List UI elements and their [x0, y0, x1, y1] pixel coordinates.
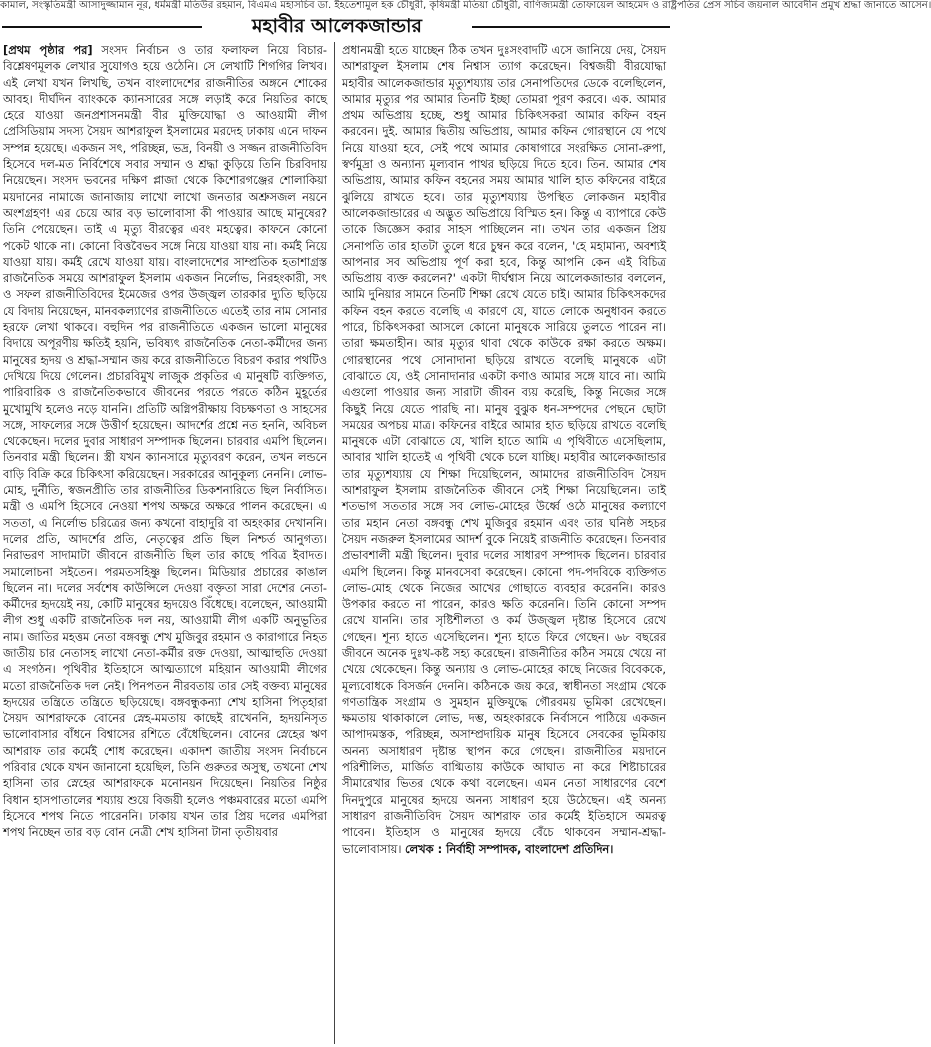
left-column-text: সংসদ নির্বাচন ও তার ফলাফল নিয়ে বিচার-বিশ্লেষণমূলক লেখার সুযোগও হয়ে ওঠেনি। সে লেখাটি শিগগির লিখব। এই লেখা যখন লিখছি, তখন বাংলাদেশের রাজনীতির অঙ্গনে শোকের আবহ। দীর্ঘদিন ব্যাংককে ক্যানসারের সঙ্গে লড়াই করে নিয়তির কাছে হেরে যাওয়া জনপ্রশাসনমন্ত্রী বীর মুক্তিযোদ্ধা ও আওয়ামী লীগ প্রেসিডিয়াম সদস্য সৈয়দ আশরাফুল ইসলামের মরদেহ ঢাকায় এনে দাফন সম্পন্ন হয়েছে। একজন সৎ, পরিচ্ছন্ন, ভদ্র, বিনয়ী ও সজ্জন রাজনীতিবিদ হিসেবে দল-মত নির্বিশেষে সবার সম্মান ও শ্রদ্ধা কুড়িয়ে তিনি চিরবিদায় নিয়েছেন। সংসদ ভবনের দক্ষিণ প্লাজা থেকে কিশোরগঞ্জের শোলাকিয়া ময়দানের নামাজে জানাজায় লাখো লাখো জনতার অশ্রুসজল নয়নে অংশগ্রহণ! এর চেয়ে আর বড় ভালোবাসা কী পাওয়ার আছে মানুষের? তিনি পেয়েছেন। তাই এ মৃত্যু বীরত্বের এবং মহত্বের। কাফনে কোনো পকেট থাকে না। কোনো বিত্তবৈভব সঙ্গে নিয়ে যাওয়া যায় না। কর্মই নিয়ে যাওয়া যায়। কর্মই রেখে যাওয়া যায়। বাংলাদেশের সাম্প্রতিক হতাশাগ্রস্ত রাজনৈতিক সময়ে আশরাফুল ইসলাম একজন নির্লোভ, নিরহংকারী, সৎ ও সফল রাজনীতিবিদের ইমেজের ওপর উজ্জ্বল তারকার দ্যুতি ছড়িয়ে যে বিদায় নিয়েছেন, মানবকল্যাণের রাজনীতিতে এতেই তার নাম সোনার হরফে লেখা থাকবে। বহুদিন পর রাজনীতিতে একজন ভালো মানুষের বিদায়ে অপূরণীয় ক্ষতিই হয়নি, ভবিষ্যৎ রাজনৈতিক নেতা-কর্মীদের জন্য মানুষের হৃদয় ও শ্রদ্ধা-সম্মান জয় করে রাজনীতিতে বিচরণ করার পথটিও দেখিয়ে দিয়ে গেলেন। প্রচারবিমুখ লাজুক প্রকৃতির এ মানুষটি ব্যক্তিগত, পারিবারিক ও রাজনৈতিকভাবে জীবনের পরতে পরতে কঠিন মুহূর্তের মুখোমুখি হলেও নড়ে যাননি। প্রতিটি অগ্নিপরীক্ষায় বিচক্ষণতা ও সাহসের সঙ্গে, সাফল্যের সঙ্গে উত্তীর্ণ হয়েছেন। আদর্শের প্রশ্নে নত হননি, অবিচল থেকেছেন। দলের দুবার সাধারণ সম্পাদক ছিলেন। চারবার এমপি ছিলেন। তিনবার মন্ত্রী ছিলেন। স্ত্রী যখন ক্যানসারে মৃত্যুবরণ করেন, তখন লন্ডনে বাড়ি বিক্রি করে চিকিৎসা করিয়েছেন। সরকারের আনুকূল্য নেননি। লোভ-মোহ, দুর্নীতি, স্বজনপ্রীতি তার রাজনীতির ডিকশনারিতে ছিল নির্বাসিত। মন্ত্রী ও এমপি হিসেবে নেওয়া শপথ অক্ষরে অক্ষরে পালন করেছেন। এ সততা, এ নির্লোভ চরিত্রের জন্য কখনো বাহাদুরি বা অহংকার দেখাননি। দলের প্রতি, আদর্শের প্রতি, নেতৃত্বের প্রতি ছিল নিশ্চর্ত আনুগত্য। নিরাভরণ সাদামাটা জীবনে রাজনীতি ছিল তার কাছে পবিত্র ইবাদত। সমালোচনা সইতেন। পরমতসহিষ্ণু ছিলেন। মিডিয়ার প্রচারের কাঙাল ছিলেন না। দলের সর্বশেষ কাউন্সিলে দেওয়া বক্তৃতা সারা দেশের নেতা-কর্মীদের হৃদয়েই নয়, কোটি মানুষের হৃদয়েও বিঁধেছে। বলেছেন, আওয়ামী লীগ শুধু একটি রাজনৈতিক দল নয়, আওয়ামী লীগ একটি অনুভূতির নাম। জাতির মহত্তম নেতা বঙ্গবন্ধু শেখ মুজিবুর রহমান ও কারাগারে নিহত জাতীয় চার নেতাসহ লাখো নেতা-কর্মীর রক্ত দেওয়া, আত্মাহুতি দেওয়া এ সংগঠন। পৃথিবীর ইতিহাসে আত্মত্যাগে মহিয়ান আওয়ামী লীগের মতো রাজনৈতিক দল নেই। পিনপতন নীরবতায় তার সেই বক্তব্য মানুষের হৃদয়ের তন্ত্রিতে তন্ত্রিতে ছড়িয়েছে। বঙ্গবন্ধুকন্যা শেখ হাসিনা পিতৃহারা সৈয়দ আশরাফকে বোনের স্নেহ-মমতায় কাছেই রাখেননি, হৃদয়নিসৃত ভালোবাসার বাঁধনে বিশ্বাসের রশিতে বেঁধেছিলেন। বোনের স্নেহের ঋণ আশরাফ তার কর্মেই শোধ করেছেন। একাদশ জাতীয় সংসদ নির্বাচনে পরিবার থেকে যখন জানানো হয়েছিল, তিনি গুরুতর অসুস্থ, তখনো শেখ হাসিনা তার স্নেহের আশরাফকে মনোনয়ন দিয়েছেন। নিয়তির নিষ্ঠুর বিধান হাসপাতালের শয্যায় শুয়ে বিজয়ী হলেও পঞ্চমবারের মতো এমপি হিসেবে শপথ নিতে পারেননি। ঢাকায় যখন তার প্রিয় দলের এমপিরা শপথ নিচ্ছেন তার বড় বোন নেত্রী শেখ হাসিনা টানা তৃতীয়বার: [3, 43, 327, 840]
article-column-right: [342, 42, 666, 1044]
continued-from-tag: [প্রথম পৃষ্ঠার পর]: [3, 43, 93, 57]
article-column-left: [3, 42, 327, 1044]
headline: মহাবীর আলেকজান্ডার: [251, 15, 422, 37]
author-byline: লেখক : নির্বাহী সম্পাদক, বাংলাদেশ প্রতিদিন।: [405, 841, 614, 856]
headline-rule-left: [2, 26, 202, 28]
article-paragraph-right: [342, 42, 666, 857]
column-divider: [334, 42, 335, 1044]
right-column-text: প্রধানমন্ত্রী হতে যাচ্ছেন ঠিক তখন দুঃসংবাদটি এসে জানিয়ে দেয়, সৈয়দ আশরাফুল ইসলাম শেষ নিশ্বাস ত্যাগ করেছেন। বিশ্বজয়ী বীরযোদ্ধা মহাবীর আলেকজান্ডার মৃত্যুশয্যায় তার সেনাপতিদের ডেকে বলেছিলেন, আমার মৃত্যুর পর আমার তিনটি ইচ্ছা তোমরা পূরণ করবে। এক. আমার প্রথম অভিপ্রায় হচ্ছে, শুধু আমার চিকিৎসকরা আমার কফিন বহন করবেন। দুই. আমার দ্বিতীয় অভিপ্রায়, আমার কফিন গোরস্থানে যে পথে নিয়ে যাওয়া হবে, সেই পথে আমার কোষাগারে সংরক্ষিত সোনা-রুপা, স্বর্ণমুদ্রা ও অন্যান্য মূল্যবান পাথর ছড়িয়ে দিতে হবে। তিন. আমার শেষ অভিপ্রায়, আমার কফিন বহনের সময় আমার খালি হাত কফিনের বাইরে ঝুলিয়ে রাখতে হবে। তার মৃত্যুশয্যায় উপস্থিত লোকজন মহাবীর আলেকজান্ডারের এ অদ্ভুত অভিপ্রায়ে বিস্মিত হন। কিন্তু এ ব্যাপারে কেউ তাকে জিজ্ঞেস করার সাহস পাচ্ছিলেন না। তখন তার একজন প্রিয় সেনাপতি তার হাতটা তুলে ধরে চুম্বন করে বলেন, 'হে মহামান্য, অবশ্যই আপনার সব অভিপ্রায় পূর্ণ করা হবে, কিন্তু আপনি কেন এই বিচিত্র অভিপ্রায় ব্যক্ত করলেন?' একটা দীর্ঘশ্বাস নিয়ে আলেকজান্ডার বললেন, আমি দুনিয়ার সামনে তিনটি শিক্ষা রেখে যেতে চাই। আমার চিকিৎসকদের কফিন বহন করতে বলেছি এ কারণে যে, যাতে লোকে অনুধাবন করতে পারে, চিকিৎসকরা আসলে কোনো মানুষকে সারিয়ে তুলতে পারেন না। তারা ক্ষমতাহীন। আর মৃত্যুর থাবা থেকে কাউকে রক্ষা করতে অক্ষম। গোরস্থানের পথে সোনাদানা ছড়িয়ে রাখতে বলেছি মানুষকে এটা বোঝাতে যে, ওই সোনাদানার একটা কণাও আমার সঙ্গে যাবে না। আমি এগুলো পাওয়ার জন্য সারাটা জীবন ব্যয় করেছি, কিন্তু নিজের সঙ্গে কিছুই নিয়ে যেতে পারছি না। মানুষ বুঝুক ধন-সম্পদের পেছনে ছোটা সময়ের অপচয় মাত্র। কফিনের বাইরে আমার হাত ছড়িয়ে রাখতে বলেছি মানুষকে এটা বোঝাতে যে, খালি হাতে আমি এ পৃথিবীতে এসেছিলাম, আবার খালি হাতেই এ পৃথিবী থেকে চলে যাচ্ছি। মহাবীর আলেকজান্ডার তার মৃত্যুশয্যায় যে শিক্ষা দিয়েছিলেন, আমাদের রাজনীতিবিদ সৈয়দ আশরাফুল ইসলাম রাজনৈতিক জীবনে সেই শিক্ষা নিয়েছিলেন। তাই শতভাগ সততার সঙ্গে সব লোভ-মোহের উর্ধ্বে ওঠে মানুষের কল্যাণে তার মহান নেতা বঙ্গবন্ধু শেখ মুজিবুর রহমান এবং তার ঘনিষ্ঠ সহচর সৈয়দ নজরুল ইসলামের আদর্শ বুকে নিয়েই রাজনীতি করেছেন। তিনবার প্রভাবশালী মন্ত্রী ছিলেন। দুবার দলের সাধারণ সম্পাদক ছিলেন। চারবার এমপি ছিলেন। কিন্তু মানবসেবা করেছেন। কোনো পদ-পদবিকে ব্যক্তিগত লোভ-মোহ থেকে নিজের আখের গোছাতে ব্যবহার করেননি। কারও উপকার করতে না পারেন, কারও ক্ষতি করেননি। তিনি কোনো সম্পদ রেখে যাননি। তার সৃষ্টিশীলতা ও কর্ম উজ্জ্বল দৃষ্টান্ত হিসেবে রেখে গেছেন। শূন্য হাতে এসেছিলেন। শূন্য হাতে ফিরে গেছেন। ৬৮ বছরের জীবনে অনেক দুঃখ-কষ্ট সহ্য করেছেন। রাজনীতির কঠিন সময়ে খেয়ে না খেয়ে থেকেছেন। কিন্তু অন্যায় ও লোভ-মোহের কাছে নিজের বিবেককে, মূল্যবোধকে বিসর্জন দেননি। কঠিনকে জয় করে, স্বাধীনতা সংগ্রাম থেকে গণতান্ত্রিক সংগ্রাম ও সুমহান মুক্তিযুদ্ধে গৌরবময় ভূমিকা রেখেছেন। ক্ষমতায় থাকাকালে লোভ, দম্ভ, অহংকারকে নির্বাসনে পাঠিয়ে একজন আপাদমস্তক, পরিচ্ছন্ন, অসাম্প্রদায়িক মানুষ হিসেবে সেবকের ভূমিকায় অনন্য অসাধারণ দৃষ্টান্ত স্থাপন করে গেছেন। রাজনীতির ময়দানে পরিশীলিত, মার্জিত বাগ্মিতায় কাউকে আঘাত না করে শিষ্টাচারের সীমারেখার ভিতর থেকে কথা বলেছেন। এমন নেতা সাধারণের বেশে দিনদুপুরে মানুষের হৃদয়ে অনন্য সাধারণ হয়ে উঠেছেন। এই অনন্য সাধারণ রাজনীতিবিদ সৈয়দ আশরাফ তার কর্মেই ইতিহাসে অমরত্ব পাবেন। ইতিহাস ও মানুষের হৃদয়ে বেঁচে থাকবেন সম্মান-শ্রদ্ধা-ভালোবাসায়।: [342, 43, 666, 856]
headline-rule-right: [472, 26, 670, 28]
previous-article-strip: কামাল, সংস্কৃতিমন্ত্রী আসাদুজ্জামান নূর, ধর্মমন্ত্রী মতিউর রহমান, বিএমএ মহাসচিব ডা. ইহতেশামুল হক চৌধুরী, কৃষিমন্ত্রী মতিয়া চৌধুরী, বাণিজ্যমন্ত্রী তোফায়েল আহমেদ ও রাষ্ট্রপতির প্রেস সচিব জয়নাল আবেদীন প্রমুখ শ্রদ্ধা জানাতে আসেন।: [0, 0, 931, 11]
headline-row: [0, 12, 672, 40]
article-paragraph-left: [3, 42, 327, 841]
